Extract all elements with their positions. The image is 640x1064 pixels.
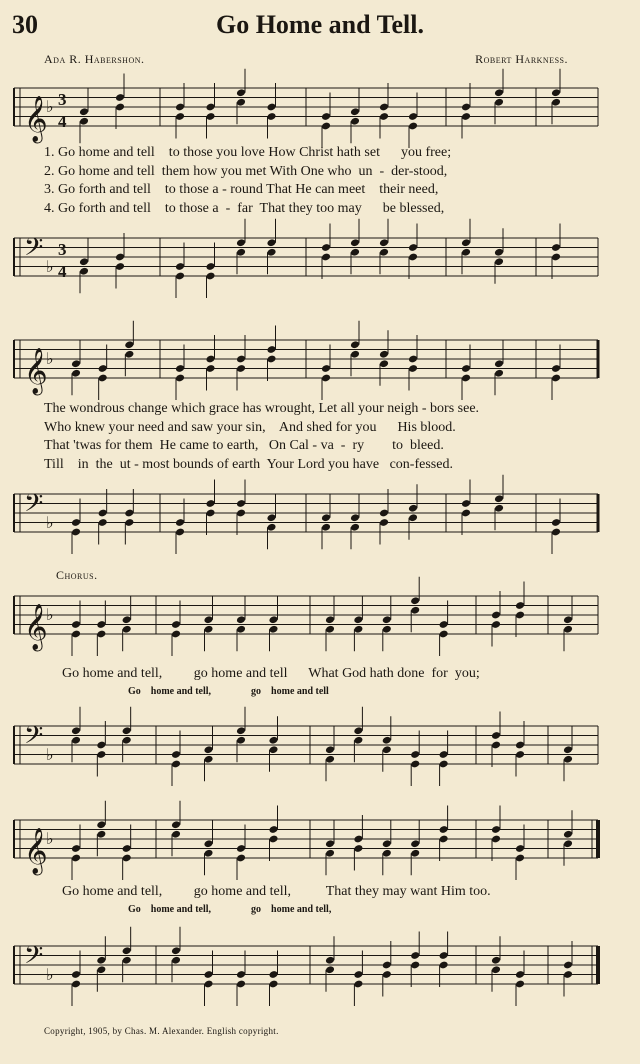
composer-credit: Robert Harkness. [475,52,568,66]
flat-icon: ♭ [46,349,54,368]
verse-line: 2. Go home and tell them how you met With One who un - der-stood, [44,163,448,179]
copyright-notice: Copyright, 1905, by Chas. M. Alexander. English copyright. [44,1026,279,1036]
page-number: 30 [12,10,38,39]
chorus-echo-1: Go home and tell, go home and tell [128,686,329,697]
time-signature-bottom: 4 [58,262,67,281]
bass-clef-icon: 𝄢 [24,941,44,976]
bass-clef-icon: 𝄢 [24,489,44,524]
bass-clef-icon: 𝄢 [24,233,44,268]
time-signature-bottom: 4 [58,112,67,131]
chorus-label: Chorus. [56,568,98,582]
flat-icon: ♭ [46,513,54,532]
bass-clef-icon: 𝄢 [24,721,44,756]
verse-line: Who knew your need and saw your sin, And shed for you His blood. [44,419,456,435]
chorus-echo-2: Go home and tell, go home and tell, [128,904,332,915]
treble-clef-icon: 𝄞 [24,828,48,874]
verse-line: That 'twas for them He came to earth, On Cal - va - ry to bleed. [44,438,444,453]
verse-line: 1. Go home and tell to those you love How Christ hath set you free; [44,145,452,160]
author-credit: Ada R. Habershon. [44,52,145,66]
treble-clef-icon: 𝄞 [24,348,48,394]
chorus-line-2: Go home and tell, go home and tell, That they may want Him too. [62,884,491,899]
verse-line: 3. Go forth and tell to those a - round That He can meet their need, [44,182,439,197]
time-signature-top: 3 [58,90,67,109]
flat-icon: ♭ [46,97,54,116]
flat-icon: ♭ [46,745,54,764]
verse-line: The wondrous change which grace has wrought, Let all your neigh - bors see. [44,401,480,416]
verse-line: 4. Go forth and tell to those a - far That they too may be blessed, [44,200,445,216]
chorus-line-1: Go home and tell, go home and tell What God hath done for you; [62,666,480,681]
treble-clef-icon: 𝄞 [24,96,48,142]
hymn-title: Go Home and Tell. [215,10,425,39]
flat-icon: ♭ [46,829,54,848]
flat-icon: ♭ [46,257,54,276]
flat-icon: ♭ [46,965,54,984]
treble-clef-icon: 𝄞 [24,604,48,650]
time-signature-top: 3 [58,240,67,259]
flat-icon: ♭ [46,605,54,624]
verse-line: Till in the ut - most bounds of earth Your Lord you have con-fessed. [44,456,453,472]
